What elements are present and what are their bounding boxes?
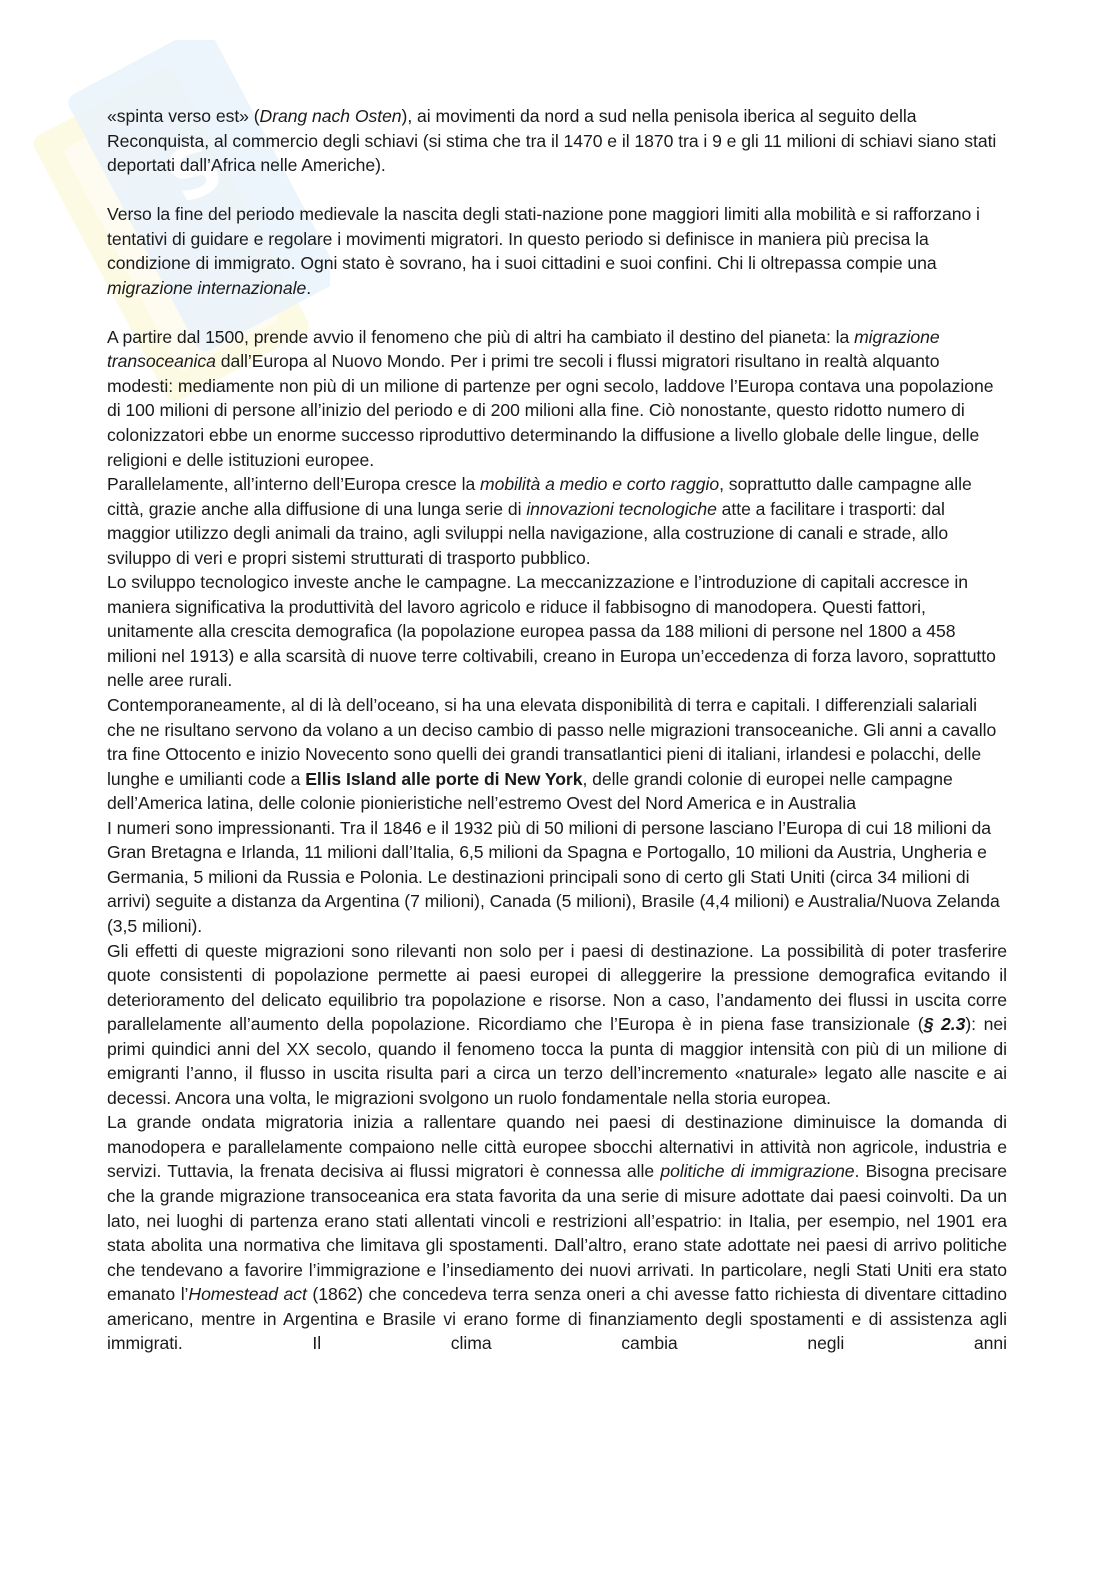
svg-text:S: S — [153, 124, 237, 221]
paragraph-8: Gli effetti di queste migrazioni sono rilevanti non solo per i paesi di destinazione. La possibilità di poter trasferire quote consistenti di popolazione permette ai paesi europei di alleggerire la pressione demografica evitando il deterioramento del delicato equilibrio tra popolazione e risorse. Non a caso, l’andamento dei flussi in uscita corre parallelamente all’aumento della popolazione. Ricordiamo che l’Europa è in piena fase transizionale (§ 2.3): nei primi quindici anni del XX secolo, quando il fenomeno tocca la punta di maggior intensità con più di un milione di emigranti l’anno, il flusso in uscita risulta pari a circa un terzo dell’incremento «naturale» legato alle nascite e ai decessi. Ancora una volta, le migrazioni svolgono un ruolo fondamentale nella storia europea. — [107, 940, 1007, 1108]
paragraph-4: Parallelamente, all’interno dell’Europa cresce la mobilità a medio e corto raggio, soprattutto dalle campagne alle città, grazie anche alla diffusione di una lunga serie di innovazioni tecnologiche atte a facilitare i trasporti: dal maggior utilizzo degli animali da traino, agli sviluppi nella navigazione, alla costruzione di canali e strade, allo sviluppo di veri e propri sistemi strutturati di trasporto pubblico. — [107, 474, 972, 568]
paragraph-1: «spinta verso est» (Drang nach Osten), ai movimenti da nord a sud nella penisola iberica al seguito della Reconquista, al commercio degli schiavi (si stima che tra il 1470 e il 1870 tra i 9 e gli 11 milioni di schiavi siano stati deportati dall’Africa nelle Americhe). — [107, 106, 997, 176]
paragraph-7: I numeri sono impressionanti. Tra il 1846 e il 1932 più di 50 milioni di persone lasciano l’Europa di cui 18 milioni da Gran Bretagna e Irlanda, 11 milioni dall’Italia, 6,5 milioni da Spagna e Portogallo, 10 milioni da Austria, Ungheria e Germania, 5 milioni da Russia e Polonia. Le destinazioni principali sono di certo gli Stati Uniti (circa 34 milioni di arrivi) seguite a distanza da Argentina (7 milioni), Canada (5 milioni), Brasile (4,4 milioni) e Australia/Nuova Zelanda (3,5 milioni). — [107, 817, 1000, 936]
paragraph-6: Contemporaneamente, al di là dell’oceano, si ha una elevata disponibilità di terra e capitali. I differenziali salariali che ne risultano servono da volano a un deciso cambio di passo nelle migrazioni transoceaniche. Gli anni a cavallo tra fine Ottocento e inizio Novecento sono quelli dei grandi transatlantici pieni di italiani, irlandesi e polacchi, delle lunghe e umilianti code a Ellis Island alle porte di New York, delle grandi colonie di europei nelle campagne dell’America latina, delle colonie pionieristiche nell’estremo Ovest del Nord America e in Australia — [107, 695, 997, 814]
body-text — [107, 104, 1007, 1356]
paragraph-5: Lo sviluppo tecnologico investe anche le campagne. La meccanizzazione e l’introduzione di capitali accresce in maniera significativa la produttività del lavoro agricolo e riduce il fabbisogno di manodopera. Questi fattori, unitamente alla crescita demografica (la popolazione europea passa da 188 milioni di persone nel 1800 a 458 milioni nel 1913) e alla scarsità di nuove terre coltivabili, creano in Europa un’eccedenza di forza lavoro, soprattutto nelle aree rurali. — [107, 572, 996, 691]
paragraph-2: Verso la fine del periodo medievale la nascita degli stati-nazione pone maggiori limiti alla mobilità e si rafforzano i tentativi di guidare e regolare i movimenti migratori. In questo periodo si definisce in maniera più precisa la condizione di immigrato. Ogni stato è sovrano, ha i suoi cittadini e suoi confini. Chi li oltrepassa compie una migrazione internazionale. — [107, 204, 980, 298]
paragraph-9: La grande ondata migratoria inizia a rallentare quando nei paesi di destinazione diminuisce la domanda di manodopera e parallelamente compaiono nelle città europee sbocchi alternativi in attività non agricole, industria e servizi. Tuttavia, la frenata decisiva ai flussi migratori è connessa alle politiche di immigrazione. Bisogna precisare che la grande migrazione transoceanica era stata favorita da una serie di misure adottate dai paesi coinvolti. Da un lato, nei luoghi di partenza erano stati allentati vincoli e restrizioni all’espatrio: in Italia, per esempio, nel 1901 era stata abolita una normativa che limitava gli spostamenti. Dall’altro, erano state adottate nei paesi di arrivo politiche che tendevano a favorire l’immigrazione e l’insediamento dei nuovi arrivati. In particolare, negli Stati Uniti era stato emanato l’Homestead act (1862) che concedeva terra senza oneri a chi avesse fatto richiesta di diventare cittadino americano, mentre in Argentina e Brasile vi erano forme di finanziamento degli spostamenti e di assistenza agli immigrati. Il clima cambia negli anni — [107, 1112, 1007, 1354]
paragraph-3: A partire dal 1500, prende avvio il fenomeno che più di altri ha cambiato il destino del pianeta: la migrazione transoceanica dall’Europa al Nuovo Mondo. Per i primi tre secoli i flussi migratori risultano in realtà alquanto modesti: mediamente non più di un milione di partenze per ogni secolo, laddove l’Europa contava una popolazione di 100 milioni di persone all’inizio del periodo e di 200 milioni alla fine. Ciò nonostante, questo ridotto numero di colonizzatori ebbe un enorme successo riproduttivo determinando la diffusione a livello globale delle lingue, delle religioni e delle istituzioni europee. — [107, 326, 994, 470]
